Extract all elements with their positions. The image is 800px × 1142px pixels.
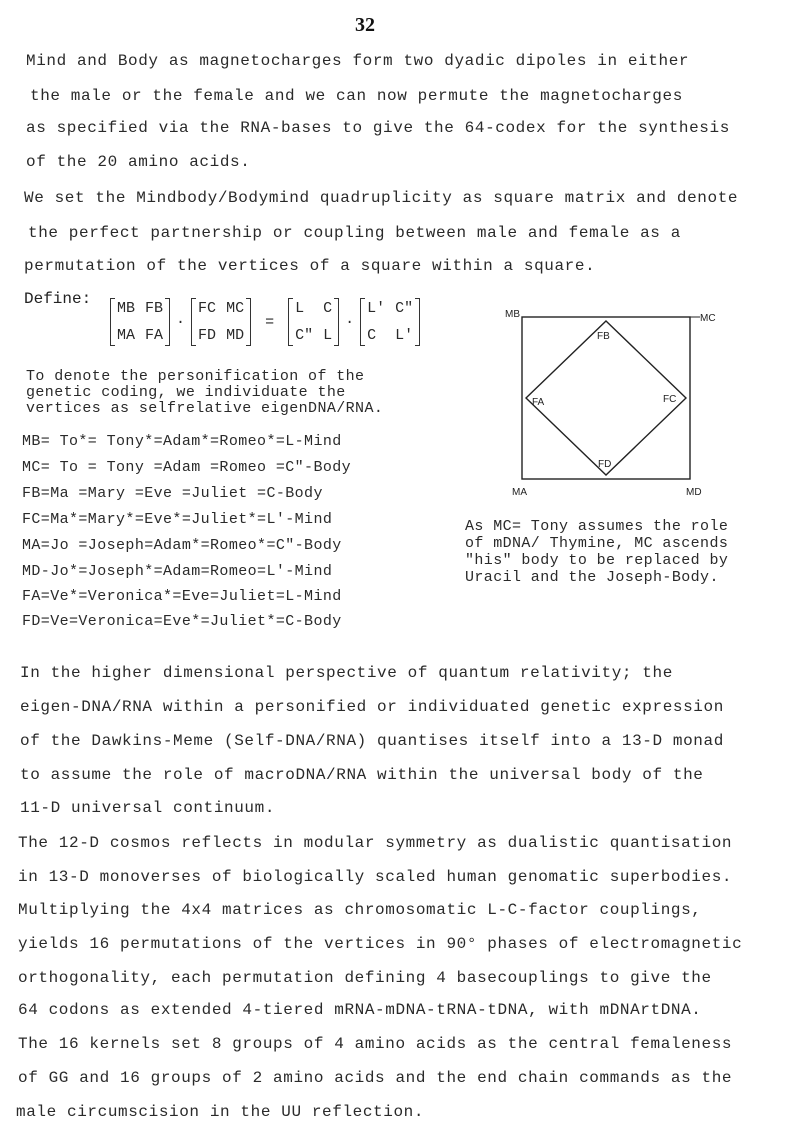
vertex-line: FB=Ma =Mary =Eve =Juliet =C-Body [22,485,323,502]
equals-sign: = [265,313,275,331]
matrix-cell: FD [198,327,217,344]
matrix-cell: C" [295,327,314,344]
para3-line: yields 16 permutations of the vertices in 90° phases of electromagnetic [18,935,743,953]
para3-line: male circumscision in the UU reflection. [16,1103,425,1121]
vertex-line: FC=Ma*=Mary*=Eve*=Juliet*=L'-Mind [22,511,333,528]
vertex-line: MB= To*= Tony*=Adam*=Romeo*=L-Mind [22,433,342,450]
matrix-cell: FA [145,327,164,344]
para3-line: The 12-D cosmos reflects in modular symmetry as dualistic quantisation [18,834,733,852]
vertex-line: MD-Jo*=Joseph*=Adam=Romeo=L'-Mind [22,563,333,580]
define-label: Define: [24,290,92,308]
personify-line: To denote the personification of the [26,368,365,385]
matrix-cell: C [367,327,377,344]
vertex-line: MA=Jo =Joseph=Adam*=Romeo*=C"-Body [22,537,342,554]
intro-line: the male or the female and we can now permute the magnetocharges [30,87,683,105]
caption-line: "his" body to be replaced by [465,552,729,569]
inner-diamond [526,321,686,475]
vertex-label-fb: FB [597,331,610,342]
dot-operator: · [345,313,355,331]
para2-line: In the higher dimensional perspective of quantum relativity; the [20,664,673,682]
matrix-cell: C [323,300,333,317]
caption-line: As MC= Tony assumes the role [465,518,729,535]
matrix-cell: L [295,300,305,317]
personify-line: vertices as selfrelative eigenDNA/RNA. [26,400,384,417]
para3-line: The 16 kernels set 8 groups of 4 amino acids as the central femaleness [18,1035,733,1053]
vertex-label-mb: MB [505,309,520,320]
para2-line: eigen-DNA/RNA within a personified or individuated genetic expression [20,698,724,716]
para2-line: to assume the role of macroDNA/RNA within the universal body of the [20,766,704,784]
para2-line: of the Dawkins-Meme (Self-DNA/RNA) quantises itself into a 13-D monad [20,732,724,750]
para3-line: Multiplying the 4x4 matrices as chromosomatic L-C-factor couplings, [18,901,702,919]
para3-line: in 13-D monoverses of biologically scaled human genomatic superbodies. [18,868,733,886]
matrix-cell: FB [145,300,164,317]
para3-line: orthogonality, each permutation defining 4 basecouplings to give the [18,969,712,987]
page-number: 32 [355,14,375,36]
vertex-line: MC= To = Tony =Adam =Romeo =C"-Body [22,459,352,476]
vertex-line: FD=Ve=Veronica=Eve*=Juliet*=C-Body [22,613,342,630]
vertex-line: FA=Ve*=Veronica*=Eve=Juliet=L-Mind [22,588,342,605]
para3-line: of GG and 16 groups of 2 amino acids and the end chain commands as the [18,1069,733,1087]
intro-line: permutation of the vertices of a square within a square. [24,257,596,275]
matrix-f-m-right [191,298,251,346]
matrix-cell: MD [226,327,245,344]
personify-line: genetic coding, we individuate the [26,384,346,401]
para2-line: 11-D universal continuum. [20,799,276,817]
matrix-cell: C" [395,300,414,317]
intro-line: as specified via the RNA-bases to give the 64-codex for the synthesis [26,119,730,137]
caption-line: of mDNA/ Thymine, MC ascends [465,535,729,552]
intro-line: We set the Mindbody/Bodymind quadruplicity as square matrix and denote [24,189,739,207]
matrix-cell: MA [117,327,136,344]
intro-line: the perfect partnership or coupling between male and female as a [28,224,681,242]
vertex-label-md: MD [686,487,702,498]
vertex-label-fc: FC [663,394,677,405]
matrix-cell: MC [226,300,245,317]
vertex-label-ma: MA [512,487,527,498]
dot-operator: · [176,313,186,331]
matrix-cell: FC [198,300,217,317]
caption-line: Uracil and the Joseph-Body. [465,569,719,586]
para3-line: 64 codons as extended 4-tiered mRNA-mDNA-tRNA-tDNA, with mDNArtDNA. [18,1001,702,1019]
matrix-cell: L' [367,300,386,317]
matrix-l-c-left [288,298,339,346]
square-within-square-diagram [500,305,730,505]
vertex-label-mc: MC [700,313,716,324]
matrix-m-f-left [110,298,170,346]
matrix-equation [110,294,420,350]
matrix-l-c-right [360,298,420,346]
intro-line: Mind and Body as magnetocharges form two dyadic dipoles in either [26,52,690,70]
matrix-cell: MB [117,300,136,317]
intro-line: of the 20 amino acids. [26,153,251,171]
matrix-cell: L [323,327,333,344]
vertex-label-fd: FD [598,459,612,470]
matrix-cell: L' [395,327,414,344]
vertex-label-fa: FA [532,397,545,408]
